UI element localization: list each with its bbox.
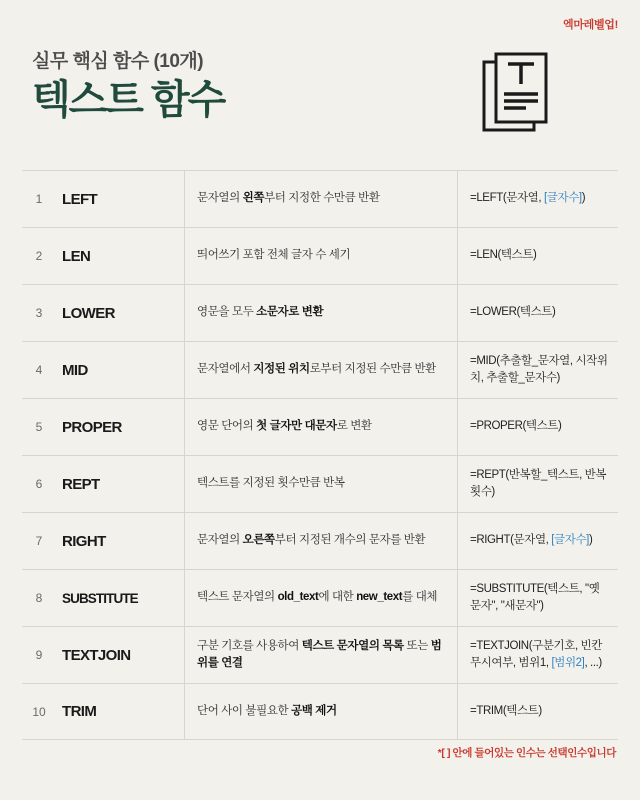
function-description: 영문 단어의 첫 글자만 대문자로 변환	[184, 399, 458, 455]
row-number: 2	[35, 249, 43, 263]
function-description: 단어 사이 불필요한 공백 제거	[184, 684, 458, 739]
row-number: 5	[35, 420, 43, 434]
function-name: LEFT	[62, 190, 98, 208]
function-name: LOWER	[62, 304, 115, 322]
function-syntax: =SUBSTITUTE(텍스트, "옛문자", "새문자")	[470, 582, 600, 612]
function-name: SUBSTITUTE	[62, 590, 138, 606]
table-row	[22, 284, 618, 341]
table-row	[22, 170, 618, 227]
function-name: TRIM	[62, 703, 97, 720]
row-number: 1	[35, 192, 43, 206]
table-row	[22, 569, 618, 626]
table-row	[22, 455, 618, 512]
page-header	[32, 46, 608, 146]
page-subtitle: 실무 핵심 함수 (10개)	[32, 51, 204, 72]
function-name: LEN	[62, 247, 91, 265]
row-number: 10	[32, 704, 46, 719]
page-title: 텍스트 함수	[32, 78, 225, 122]
table-row	[22, 398, 618, 455]
row-number: 8	[35, 591, 43, 605]
function-syntax: =LEN(텍스트)	[470, 249, 537, 262]
row-number: 4	[35, 363, 43, 377]
function-name: RIGHT	[62, 532, 106, 550]
row-number: 6	[35, 477, 43, 491]
row-number: 7	[35, 534, 43, 548]
table-row	[22, 227, 618, 284]
function-name: PROPER	[62, 418, 122, 436]
function-description: 띄어쓰기 포함 전체 글자 수 세기	[184, 228, 458, 284]
function-description: 구분 기호를 사용하여 텍스트 문자열의 목록 또는 범위를 연결	[184, 627, 458, 683]
footnote: *[ ] 안에 들어있는 인수는 선택인수입니다	[437, 747, 616, 759]
table-row	[22, 683, 618, 740]
function-name: REPT	[62, 475, 100, 493]
function-syntax: =REPT(반복할_텍스트, 반복횟수)	[470, 468, 607, 498]
function-description: 문자열에서 지정된 위치로부터 지정된 수만큼 반환	[184, 342, 458, 398]
function-description: 텍스트 문자열의 old_text에 대한 new_text를 대체	[184, 570, 458, 626]
function-name: MID	[62, 361, 88, 379]
table-row	[22, 341, 618, 398]
brand-logo: 엑마레벨업!	[563, 19, 618, 31]
function-syntax: =TEXTJOIN(구분기호, 빈칸무시여부, 범위1, [범위2], ...)	[470, 639, 602, 669]
function-syntax: =TRIM(텍스트)	[470, 704, 542, 717]
function-syntax: =LEFT(문자열, [글자수])	[470, 192, 586, 205]
function-description: 문자열의 오른쪽부터 지정된 개수의 문자를 반환	[184, 513, 458, 569]
function-description: 영문을 모두 소문자로 변환	[184, 285, 458, 341]
function-syntax: =MID(추출할_문자열, 시작위치, 추출할_문자수)	[470, 354, 608, 384]
document-text-icon	[482, 52, 556, 134]
table-row	[22, 626, 618, 683]
row-number: 9	[35, 648, 43, 662]
function-description: 텍스트를 지정된 횟수만큼 반복	[184, 456, 458, 512]
row-number: 3	[35, 306, 43, 320]
function-syntax: =LOWER(텍스트)	[470, 306, 556, 319]
function-syntax: =RIGHT(문자열, [글자수])	[470, 534, 593, 547]
table-row	[22, 512, 618, 569]
function-table	[22, 170, 618, 740]
function-description: 문자열의 왼쪽부터 지정한 수만큼 반환	[184, 171, 458, 227]
function-name: TEXTJOIN	[62, 646, 131, 664]
function-syntax: =PROPER(텍스트)	[470, 420, 562, 433]
